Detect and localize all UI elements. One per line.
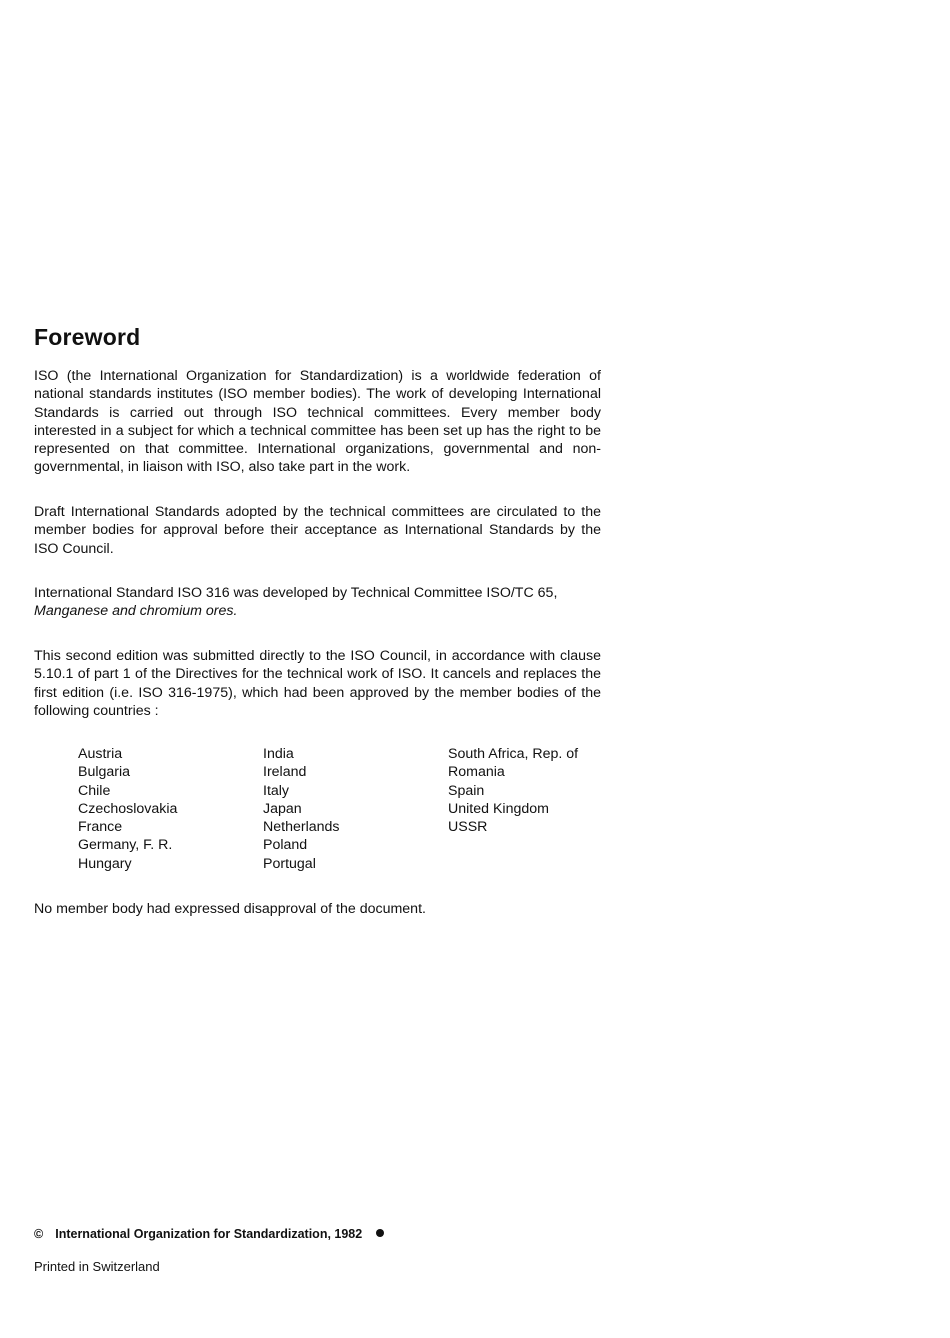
bullet-icon bbox=[376, 1229, 384, 1237]
country-item: Netherlands bbox=[263, 819, 340, 836]
countries-column-1 bbox=[78, 745, 177, 873]
country-item: Chile bbox=[78, 782, 111, 799]
paragraph-no-disapproval: No member body had expressed disapproval of the document. bbox=[34, 901, 426, 917]
country-item: France bbox=[78, 819, 123, 836]
country-item: Czechoslovakia bbox=[78, 800, 178, 817]
committee-text: International Standard ISO 316 was developed by Technical Committee ISO/TC 65, bbox=[34, 585, 558, 601]
country-item: South Africa, Rep. of bbox=[448, 746, 579, 762]
page-title: Foreword bbox=[34, 324, 141, 350]
paragraph-second-edition: This second edition was submitted directly to the ISO Council, in accordance with clause 5.10.1 of part 1 of the Directives for the technical work of ISO. It cancels and replaces the first edition (i.e. ISO 316-1975), which had been approved by the member bodies of the following countries : bbox=[34, 648, 601, 719]
country-item: Romania bbox=[448, 764, 505, 781]
paragraph-iso-intro: ISO (the International Organization for Standardization) is a worldwide federation of national standards institutes (ISO member bodies). The work of developing International Standards is carried out through ISO technical committees. Every member body interested in a subject for which a technical committee has been set up has the right to be represented on that committee. International organizations, governmental and non-governmental, in liaison with ISO, also take part in the work. bbox=[34, 368, 601, 476]
committee-title: Manganese and chromium ores. bbox=[34, 603, 238, 620]
country-item: United Kingdom bbox=[448, 800, 549, 817]
country-item: Austria bbox=[78, 746, 123, 762]
countries-list bbox=[78, 745, 608, 877]
country-item: Bulgaria bbox=[78, 764, 131, 781]
country-item: Japan bbox=[263, 800, 302, 817]
country-item: Poland bbox=[263, 837, 308, 854]
country-item: Portugal bbox=[263, 855, 316, 872]
paragraph-draft-standards: Draft International Standards adopted by the technical committees are circulated to the member bodies for approval before their acceptance as International Standards by the ISO Council. bbox=[34, 504, 601, 557]
printed-in-line: Printed in Switzerland bbox=[34, 1259, 160, 1274]
countries-column-2 bbox=[263, 745, 340, 873]
country-item: USSR bbox=[448, 819, 488, 836]
country-item: Ireland bbox=[263, 764, 307, 781]
country-item: India bbox=[263, 746, 294, 762]
country-item: Germany, F. R. bbox=[78, 837, 173, 854]
paragraph-committee bbox=[34, 584, 601, 621]
country-item: Hungary bbox=[78, 855, 132, 872]
country-item: Spain bbox=[448, 782, 485, 799]
copyright-icon: © bbox=[34, 1227, 44, 1241]
copyright-line bbox=[34, 1226, 384, 1242]
copyright-text: International Organization for Standardization, 1982 bbox=[55, 1227, 363, 1241]
countries-column-3 bbox=[448, 745, 578, 836]
country-item: Italy bbox=[263, 782, 290, 799]
